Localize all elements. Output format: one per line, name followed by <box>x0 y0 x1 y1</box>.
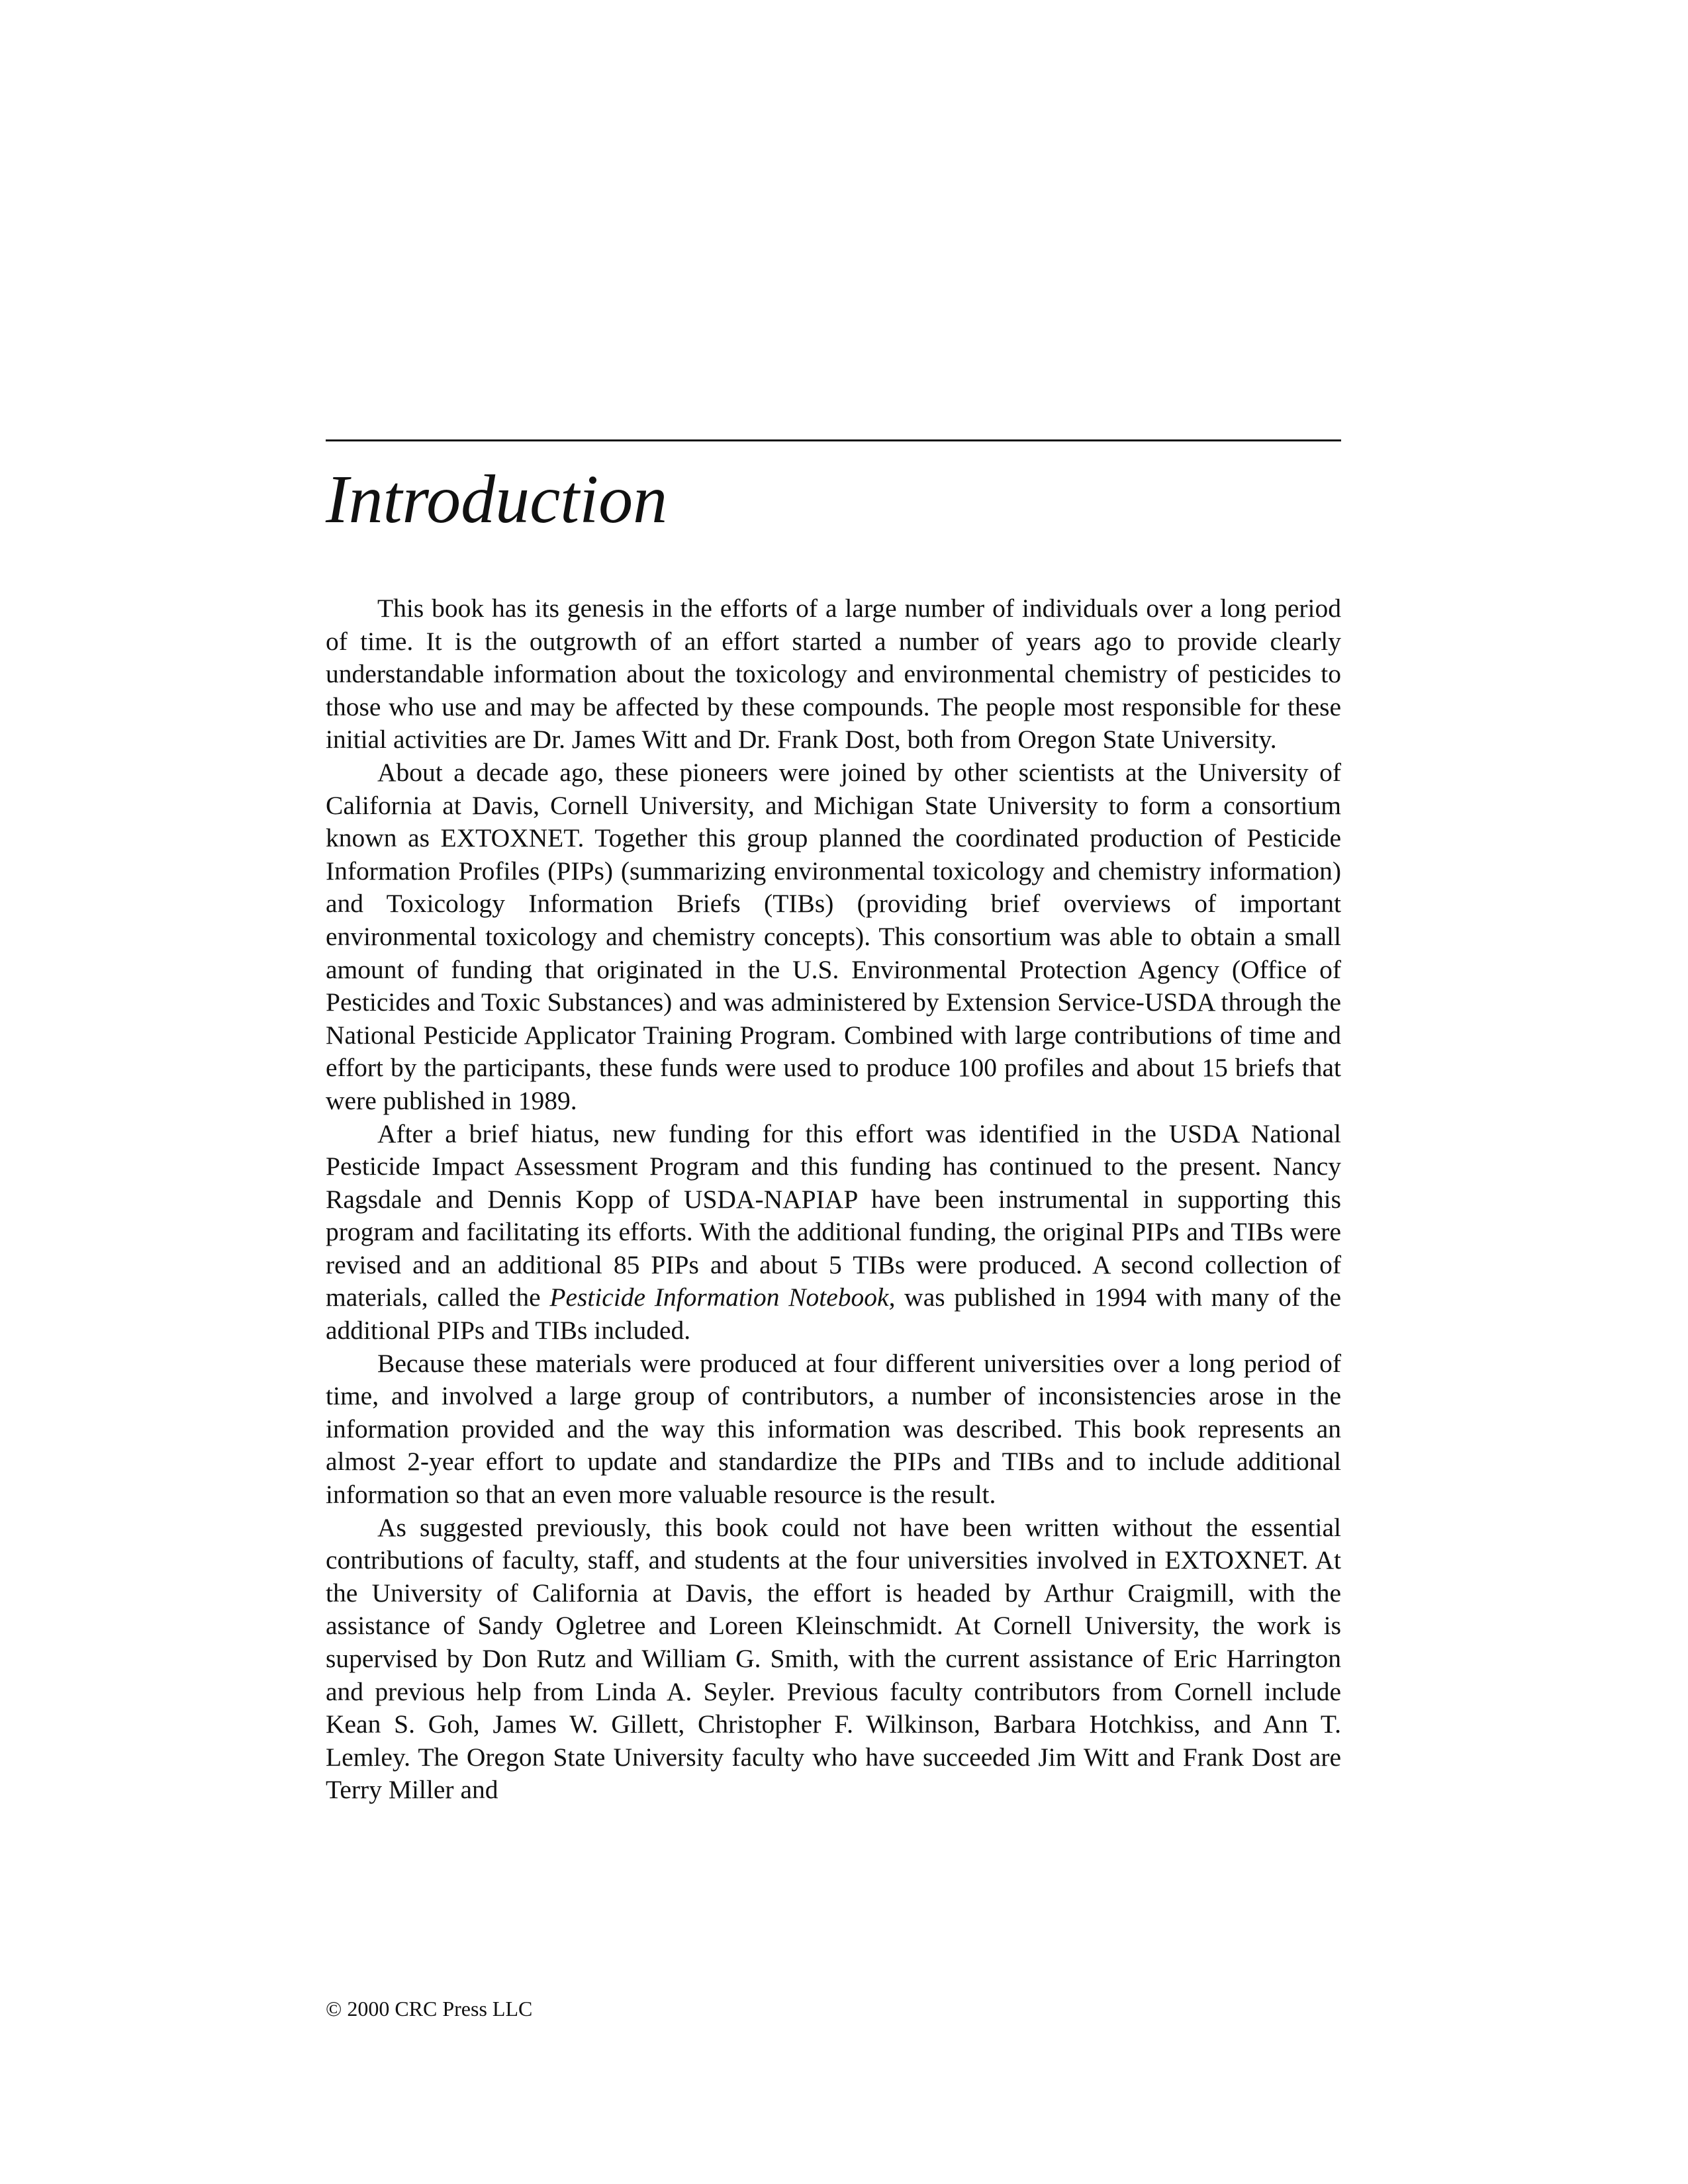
paragraph-3-text-before: After a brief hiatus, new funding for this effort was identified in the USDA National Pesticide Impact Assessment Program and this funding has continued to the present. Nancy Ragsdale and Dennis Kopp of USDA-NAPIAP have been instrumental in supporting this program and facilitating its efforts. With the additional funding, the original PIPs and TIBs were revised and an additional 85 PIPs and about 5 TIBs were produced. A second collection of materials, called the <box>326 1118 1341 1312</box>
paragraph-3-text-after: was published in 1994 with many of the additional PIPs and TIBs included. <box>326 1283 1341 1345</box>
paragraph-1: This book has its genesis in the efforts of a large number of individuals over a long period of time. It is the outgrowth of an effort started a number of years ago to provide clearly understandable information about the toxicology and environmental chemistry of pesticides to those who use and may be affected by these compounds. The people most responsible for these initial activities are Dr. James Witt and Dr. Frank Dost, both from Oregon State University. <box>326 594 1341 754</box>
page-title: Introduction <box>326 461 668 537</box>
notebook-title: Pesticide Information Notebook, <box>549 1283 896 1312</box>
title-rule <box>326 439 1341 441</box>
paragraph-4: Because these materials were produced at four different universities over a long period of time, and involved a large group of contributors, a number of inconsistencies arose in the information provided and the way this information was described. This book represents an almost 2-year effort to update and standardize the PIPs and TIBs and to include additional information so that an even more valuable resource is the result. <box>326 1348 1341 1510</box>
body-text <box>326 592 1341 1807</box>
paragraph-3 <box>326 1118 1341 1347</box>
paragraph-2: About a decade ago, these pioneers were joined by other scientists at the University of California at Davis, Cornell University, and Michigan State University to form a consortium known as EXTOXNET. Together this group planned the coordinated production of Pesticide Information Profiles (PIPs) (summarizing environmental toxicology and chemistry information) and Toxicology Information Briefs (TIBs) (providing brief overviews of important environmental toxicology and chemistry concepts). This consortium was able to obtain a small amount of funding that originated in the U.S. Environmental Protection Agency (Office of Pesticides and Toxic Substances) and was administered by Extension Service-USDA through the National Pesticide Applicator Training Program. Combined with large contributions of time and effort by the participants, these funds were used to produce 100 profiles and about 15 briefs that were published in 1989. <box>326 757 1341 1115</box>
copyright-footer: © 2000 CRC Press LLC <box>326 1997 533 2021</box>
paragraph-5: As suggested previously, this book could not have been written without the essential contributions of faculty, staff, and students at the four universities involved in EXTOXNET. At the University of California at Davis, the effort is headed by Arthur Craigmill, with the assistance of Sandy Ogletree and Loreen Kleinschmidt. At Cornell University, the work is supervised by Don Rutz and William G. Smith, with the current assistance of Eric Harrington and previous help from Linda A. Seyler. Previous faculty contributors from Cornell include Kean S. Goh, James W. Gillett, Christopher F. Wilkinson, Barbara Hotchkiss, and Ann T. Lemley. The Oregon State University faculty who have succeeded Jim Witt and Frank Dost are Terry Miller and <box>326 1512 1341 1805</box>
